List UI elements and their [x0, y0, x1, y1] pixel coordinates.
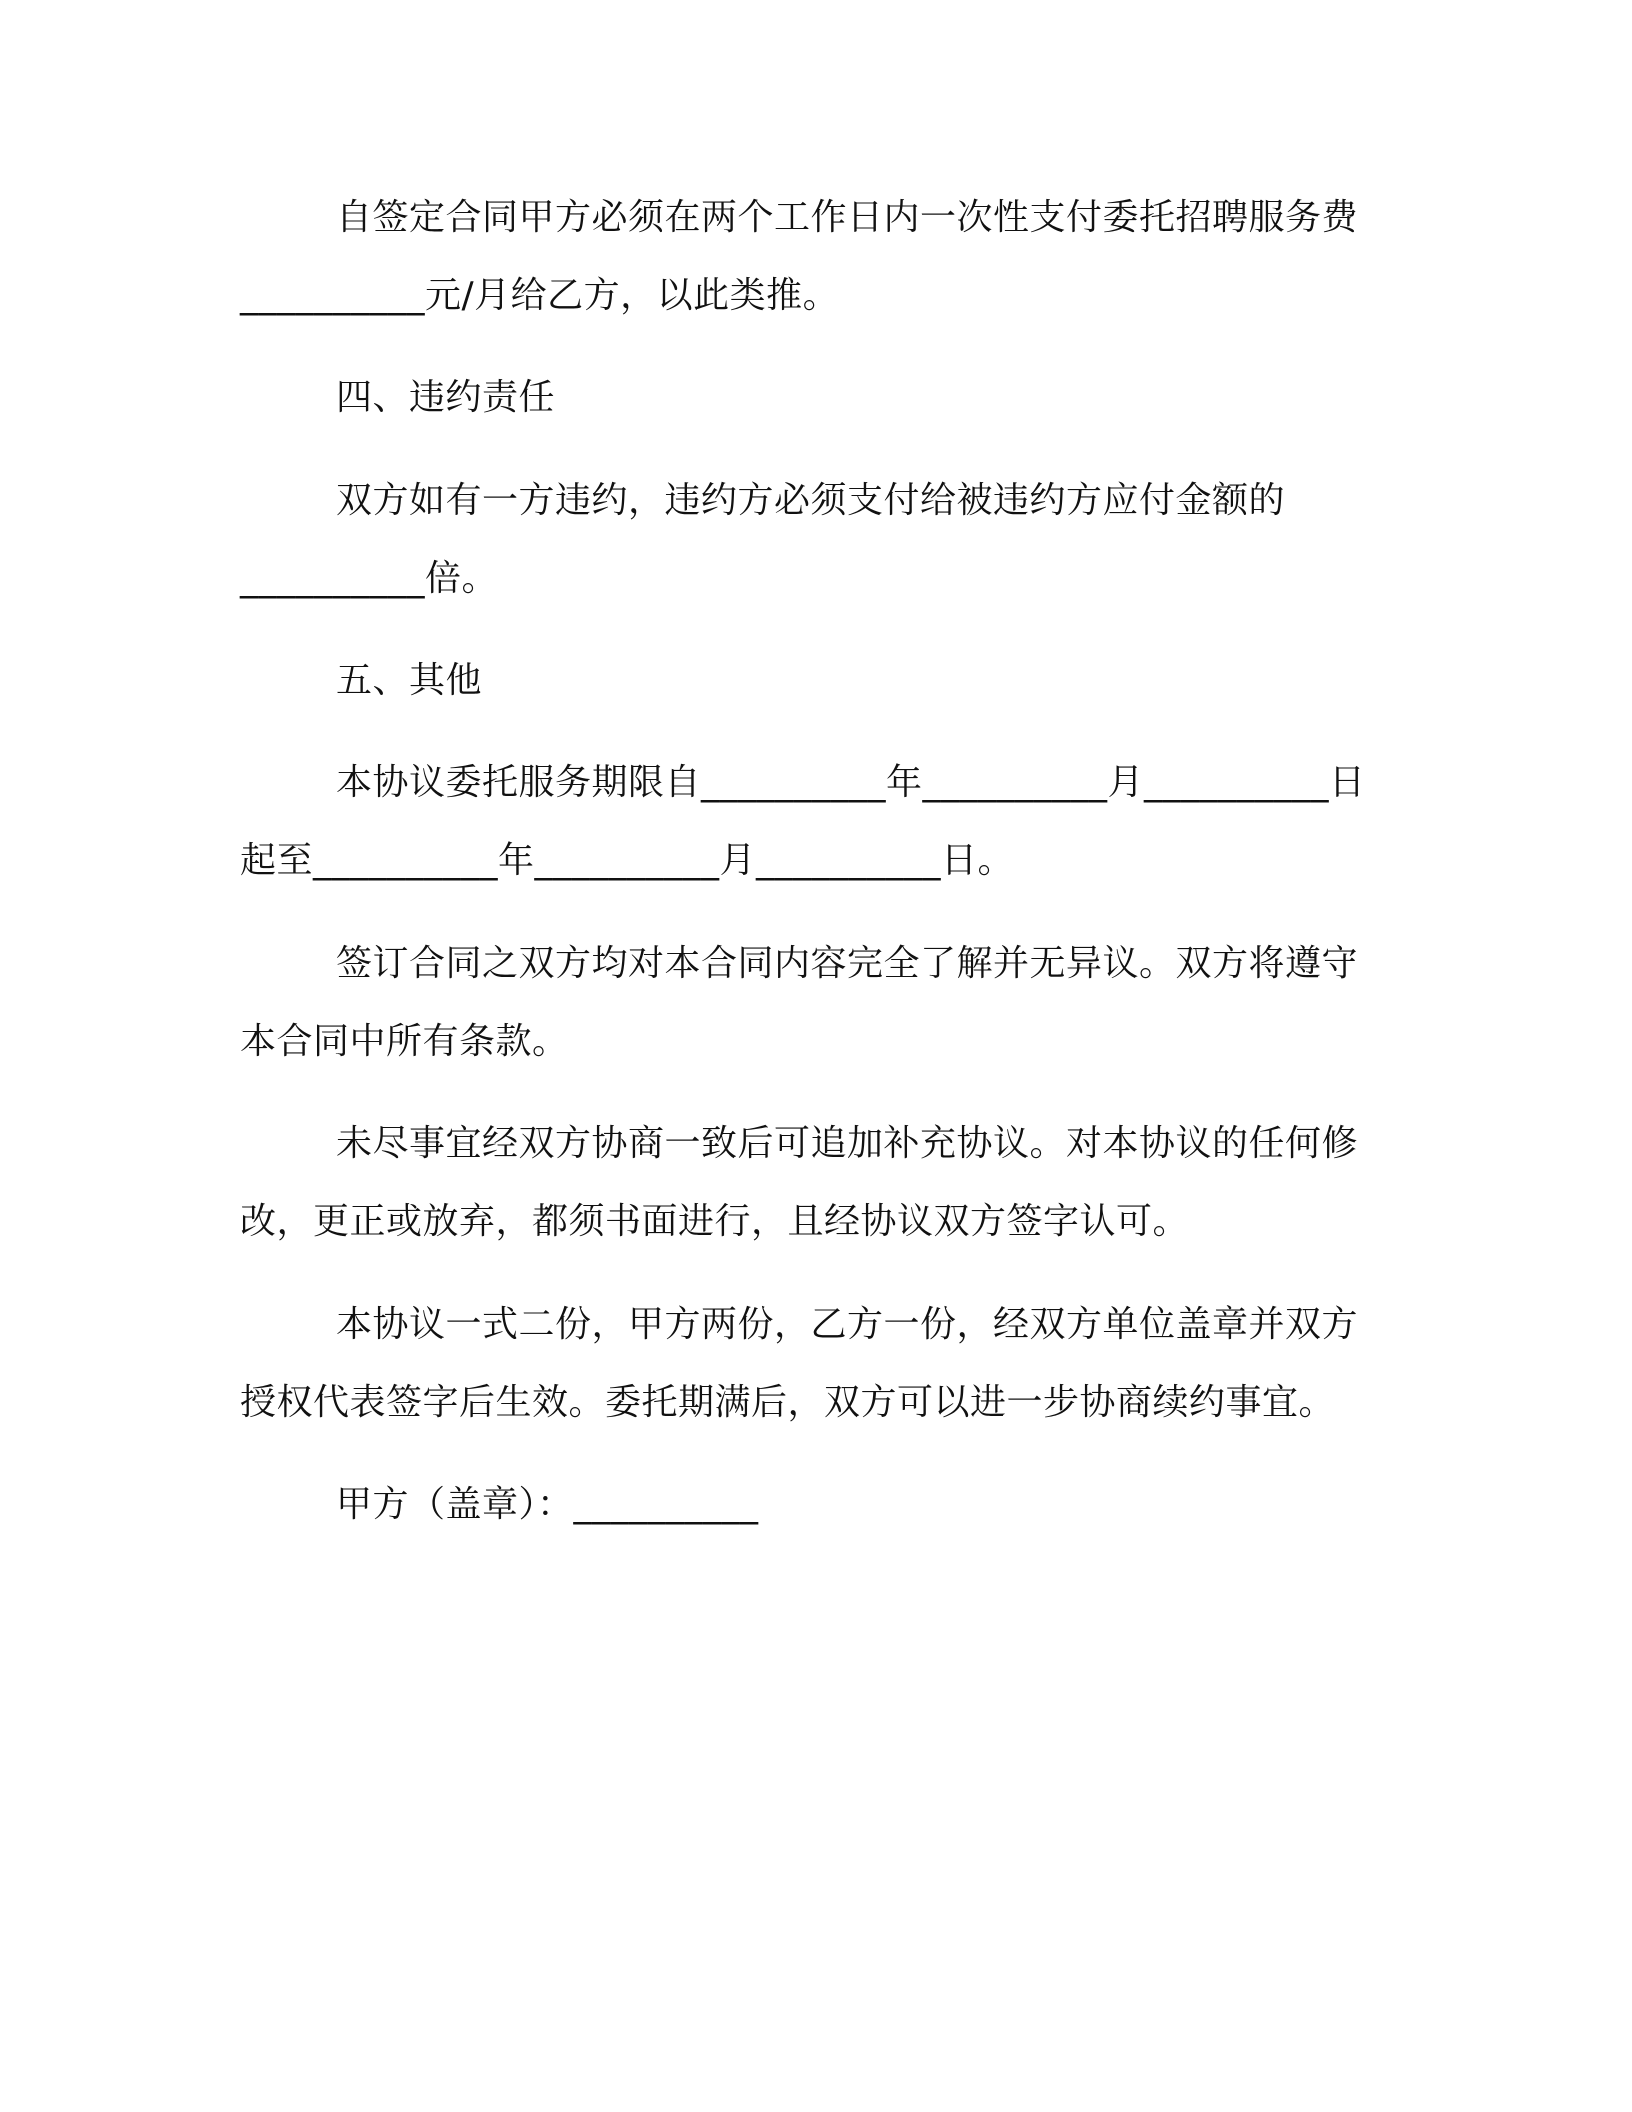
- copies-paragraph-line-2: 授权代表签字后生效。委托期满后，双方可以进一步协商续约事宜。: [240, 1382, 1336, 1423]
- breach-paragraph-line-1: 双方如有一方违约，违约方必须支付给被违约方应付金额的: [336, 480, 1286, 521]
- section-heading-other: 五、其他: [336, 660, 483, 701]
- section-heading-breach-liability: 四、违约责任: [336, 377, 556, 418]
- payment-paragraph-line-1: 自签定合同甲方必须在两个工作日内一次性支付委托招聘服务费: [336, 197, 1359, 238]
- copies-paragraph-line-1: 本协议一式二份，甲方两份，乙方一份，经双方单位盖章并双方: [336, 1304, 1359, 1345]
- party-a-seal-line: 甲方（盖章）：__________: [336, 1484, 759, 1525]
- term-paragraph-line-1: 本协议委托服务期限自__________年__________月__________日: [336, 762, 1366, 803]
- supplement-paragraph-line-1: 未尽事宜经双方协商一致后可追加补充协议。对本协议的任何修: [336, 1123, 1359, 1164]
- breach-paragraph-line-2: __________倍。: [240, 558, 499, 599]
- supplement-paragraph-line-2: 改，更正或放弃，都须书面进行，且经协议双方签字认可。: [240, 1201, 1190, 1242]
- term-paragraph-line-2: 起至__________年__________月__________日。: [240, 840, 1015, 881]
- agreement-paragraph-line-1: 签订合同之双方均对本合同内容完全了解并无异议。双方将遵守: [336, 943, 1359, 984]
- agreement-paragraph-line-2: 本合同中所有条款。: [240, 1021, 569, 1062]
- payment-paragraph-line-2: __________元/月给乙方，以此类推。: [240, 275, 840, 316]
